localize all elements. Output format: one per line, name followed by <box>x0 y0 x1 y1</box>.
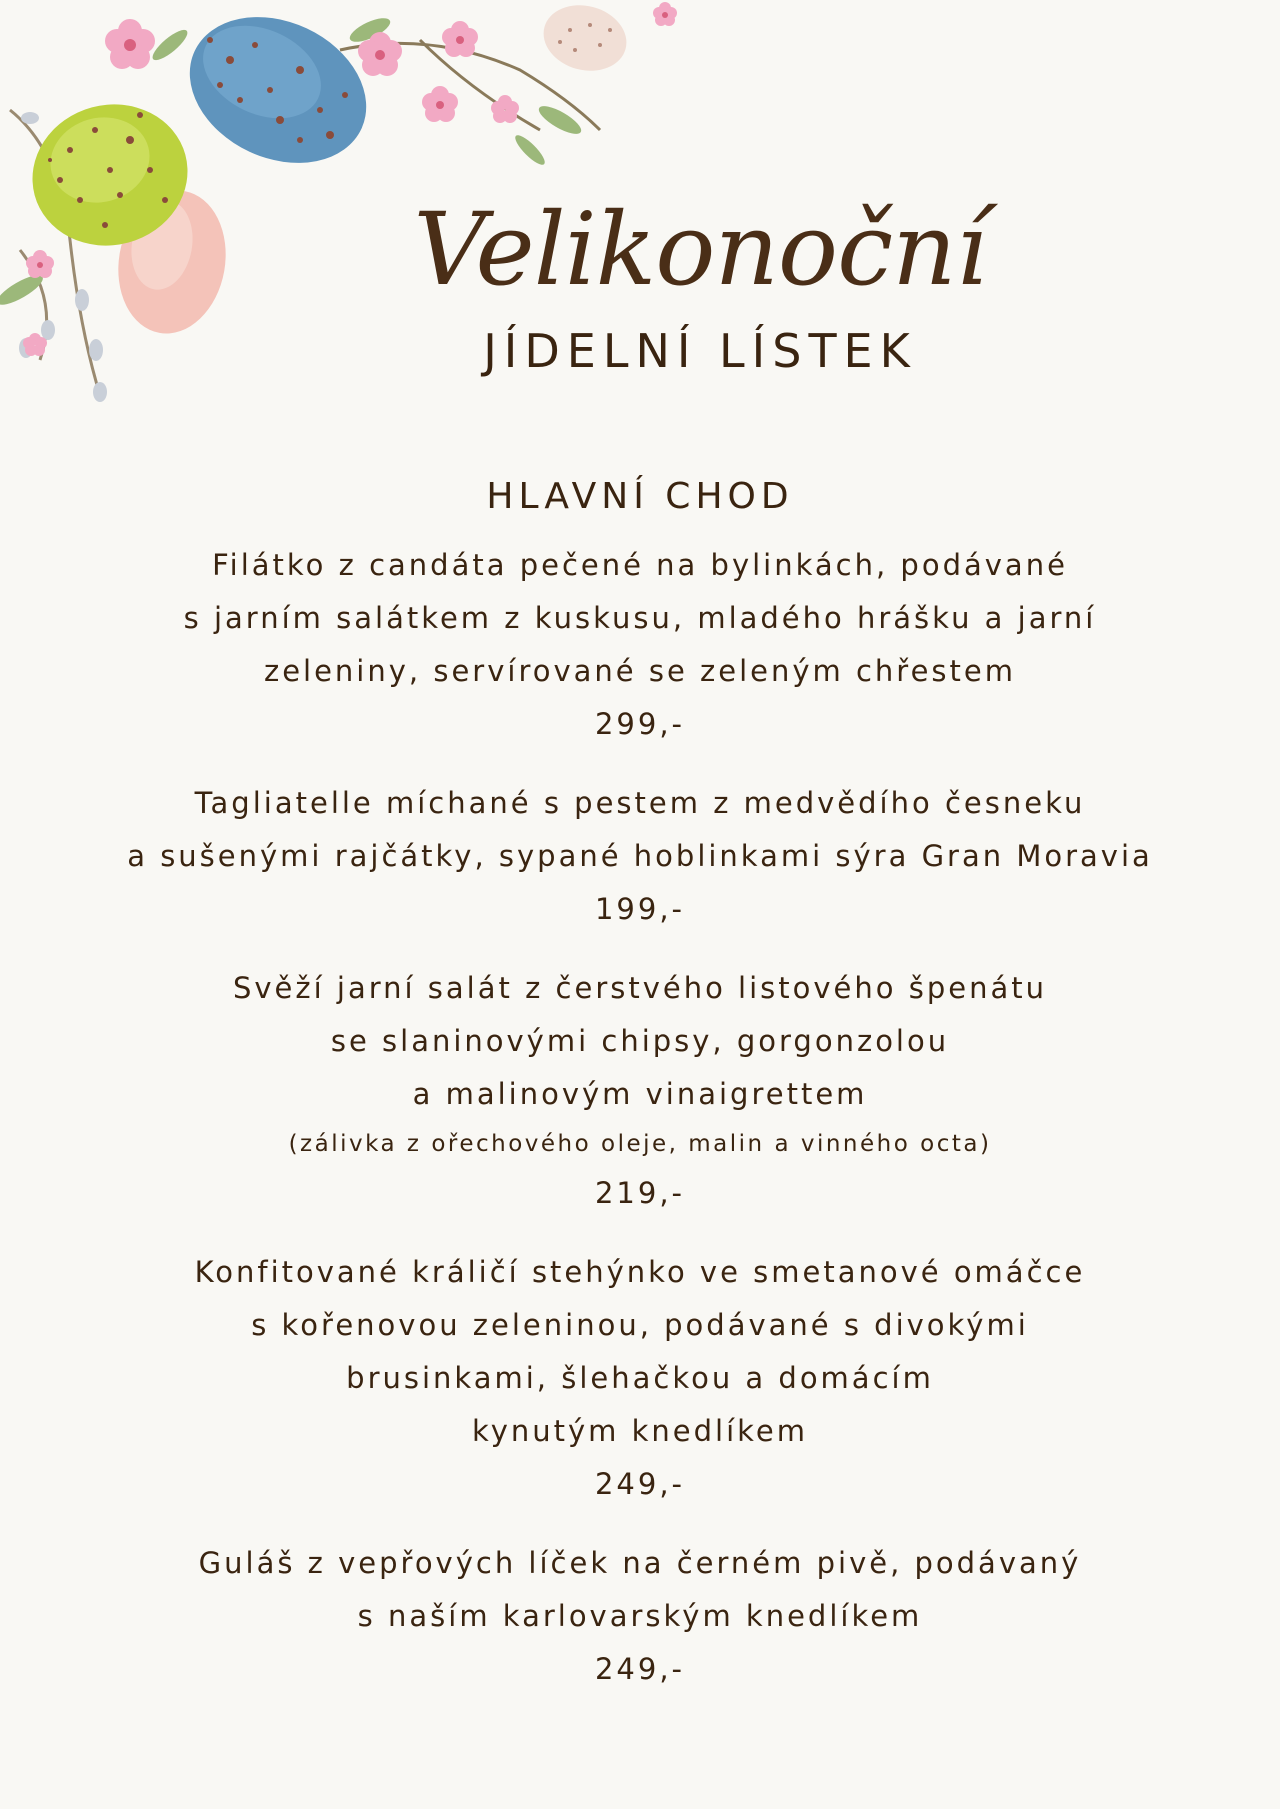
page-subtitle: JÍDELNÍ LÍSTEK <box>483 324 917 378</box>
dish-1 <box>0 539 1280 751</box>
dish-price: 249,- <box>594 1652 686 1686</box>
blue-egg <box>166 0 390 191</box>
menu-header <box>0 190 1280 378</box>
dish-description-line: se slaninovými chipsy, gorgonzolou <box>330 1024 950 1058</box>
dish-description-line: Filátko z candáta pečené na bylinkách, podávané <box>212 548 1068 582</box>
dish-price: 199,- <box>594 892 686 926</box>
dish-description-line: Guláš z vepřových líček na černém pivě, podávaný <box>198 1546 1082 1580</box>
dish-description-line: a malinovým vinaigrettem <box>412 1077 868 1111</box>
dish-description-line: s kořenovou zeleninou, podávané s divokými <box>251 1308 1029 1342</box>
dish-description-line: kynutým knedlíkem <box>471 1414 809 1448</box>
dish-description-line: Konfitované králičí stehýnko ve smetanové omáčce <box>194 1255 1086 1289</box>
dish-5 <box>0 1537 1280 1696</box>
dish-price: 299,- <box>594 707 686 741</box>
dish-4 <box>0 1246 1280 1511</box>
dish-2 <box>0 777 1280 936</box>
dish-description-line: zeleniny, servírované se zeleným chřestem <box>263 654 1017 688</box>
cream-egg <box>536 0 634 80</box>
dish-price: 219,- <box>594 1176 686 1210</box>
dish-3 <box>0 962 1280 1220</box>
dish-description-line: Svěží jarní salát z čerstvého listového špenátu <box>232 971 1048 1005</box>
page-title: Velikonoční <box>413 191 987 308</box>
dish-price: 249,- <box>594 1467 686 1501</box>
section-title: HLAVNÍ CHOD <box>486 476 794 517</box>
dish-description-line: a sušenými rajčátky, sypané hoblinkami sýra Gran Moravia <box>127 839 1153 873</box>
dish-description-line: s naším karlovarským knedlíkem <box>357 1599 923 1633</box>
dish-description-line: Tagliatelle míchané s pestem z medvědího česneku <box>194 786 1086 820</box>
menu-list <box>0 476 1280 1722</box>
dish-note: (zálivka z ořechového oleje, malin a vinného octa) <box>288 1131 992 1157</box>
dish-description-line: brusinkami, šlehačkou a domácím <box>346 1361 934 1395</box>
dish-description-line: s jarním salátkem z kuskusu, mladého hrášku a jarní <box>183 601 1097 635</box>
